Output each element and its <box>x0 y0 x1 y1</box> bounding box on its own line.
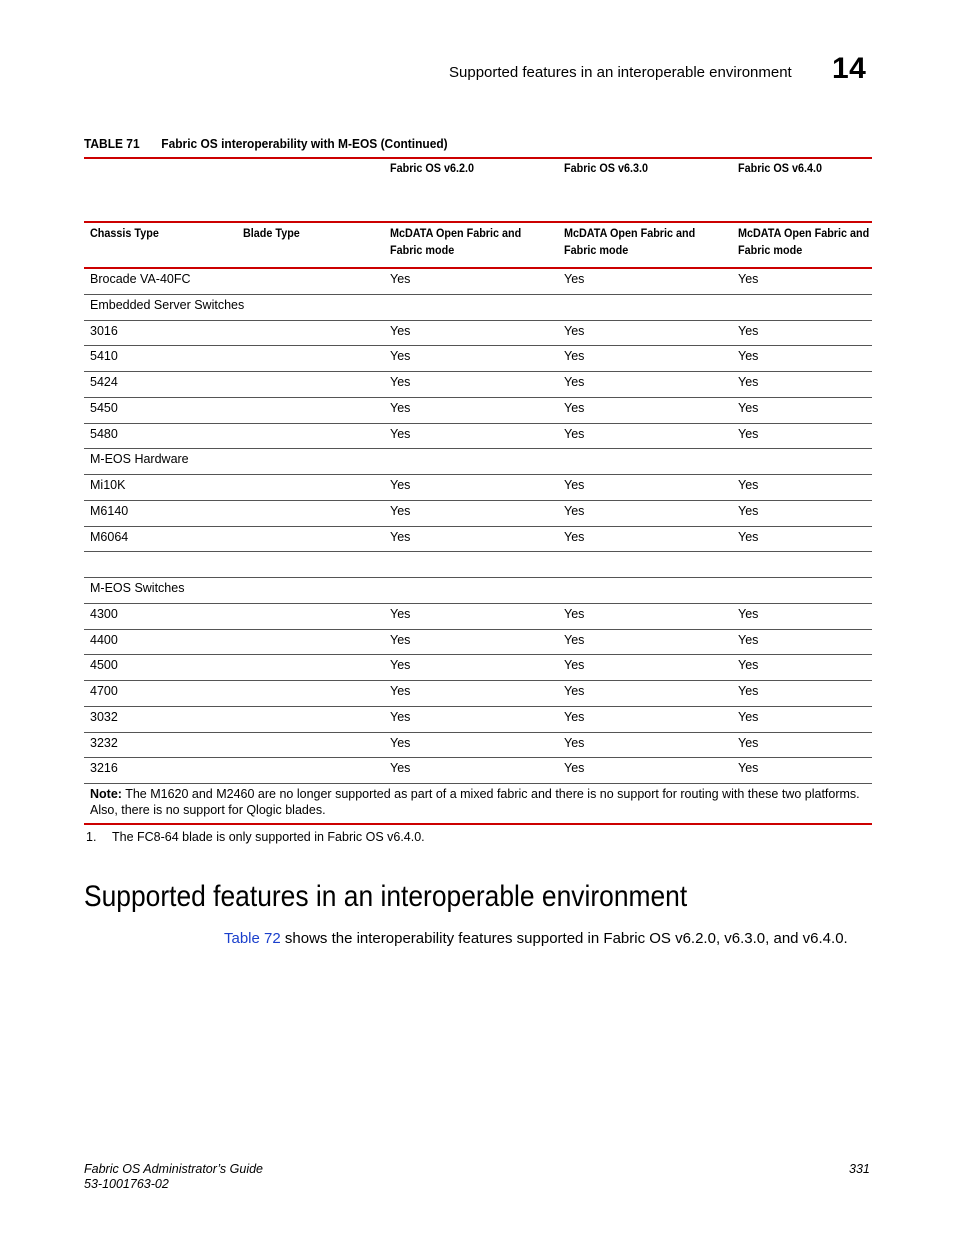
v630-cell: Yes <box>564 709 585 724</box>
chassis-cell: 3216 <box>90 761 118 776</box>
footer-doc-number: 53-1001763-02 <box>84 1177 169 1191</box>
row-divider <box>84 423 872 424</box>
version-header-3: Fabric OS v6.4.0 <box>738 161 823 175</box>
row-divider <box>84 629 872 630</box>
footer-guide-title: Fabric OS Administrator’s Guide <box>84 1162 263 1176</box>
table-bottom-rule <box>84 823 872 825</box>
v640-cell: Yes <box>738 761 759 776</box>
row-divider <box>84 371 872 372</box>
column-header-mode-3 <box>738 225 869 259</box>
row-divider <box>84 294 872 295</box>
v640-cell: Yes <box>738 323 759 338</box>
chassis-cell: Mi10K <box>90 478 126 492</box>
column-header-mode-2-line2: Fabric mode <box>564 243 629 257</box>
running-header-title: Supported features in an interoperable environment <box>449 64 792 81</box>
column-header-mode-1-line2: Fabric mode <box>390 243 455 257</box>
v620-cell: Yes <box>390 529 411 544</box>
v630-cell: Yes <box>564 632 585 647</box>
v630-cell: Yes <box>564 349 585 364</box>
column-header-blade: Blade Type <box>243 226 300 240</box>
chassis-cell: Brocade VA-40FC <box>90 272 191 286</box>
v640-cell: Yes <box>738 606 759 621</box>
v640-cell: Yes <box>738 400 759 415</box>
note-label: Note: <box>90 787 122 801</box>
v620-cell: Yes <box>390 632 411 647</box>
chassis-cell: Embedded Server Switches <box>90 297 245 312</box>
row-divider <box>84 757 872 758</box>
row-divider <box>84 577 872 578</box>
chassis-cell: 3032 <box>90 709 118 724</box>
v620-cell: Yes <box>390 503 411 518</box>
v640-cell: Yes <box>738 529 759 544</box>
row-divider <box>84 732 872 733</box>
v640-cell: Yes <box>738 684 759 698</box>
v630-cell: Yes <box>564 761 585 776</box>
footnote <box>86 830 425 844</box>
row-divider <box>84 397 872 398</box>
v620-cell: Yes <box>390 426 411 441</box>
v640-cell: Yes <box>738 375 759 389</box>
table-label: TABLE 71 <box>84 136 140 151</box>
v620-cell: Yes <box>390 709 411 724</box>
column-header-mode-2-line1: McDATA Open Fabric and <box>564 226 696 240</box>
v640-cell: Yes <box>738 632 759 647</box>
row-divider <box>84 551 872 552</box>
table-caption <box>84 136 448 151</box>
column-header-mode-2 <box>564 225 695 259</box>
v620-cell: Yes <box>390 400 411 415</box>
v620-cell: Yes <box>390 606 411 621</box>
row-divider <box>84 654 872 655</box>
v620-cell: Yes <box>390 375 411 389</box>
v640-cell: Yes <box>738 478 759 492</box>
v630-cell: Yes <box>564 272 585 286</box>
row-divider <box>84 448 872 449</box>
version-header-1: Fabric OS v6.2.0 <box>390 161 475 175</box>
chassis-cell: M6140 <box>90 503 129 518</box>
chassis-cell: M6064 <box>90 529 129 544</box>
chassis-cell: 5410 <box>90 349 118 364</box>
row-divider <box>84 500 872 501</box>
chassis-cell: M-EOS Hardware <box>90 452 189 467</box>
column-header-mode-3-line2: Fabric mode <box>738 243 803 257</box>
chassis-cell: M-EOS Switches <box>90 581 185 595</box>
v640-cell: Yes <box>738 272 759 286</box>
row-divider <box>84 603 872 604</box>
column-header-chassis: Chassis Type <box>90 226 159 240</box>
v640-cell: Yes <box>738 658 759 673</box>
v640-cell: Yes <box>738 349 759 364</box>
v640-cell: Yes <box>738 426 759 441</box>
v620-cell: Yes <box>390 761 411 776</box>
footer-left <box>84 1162 263 1192</box>
row-divider <box>84 474 872 475</box>
chassis-cell: 5480 <box>90 426 118 441</box>
row-divider <box>84 783 872 784</box>
table-note <box>90 786 870 818</box>
chassis-cell: 4500 <box>90 658 118 673</box>
v620-cell: Yes <box>390 478 411 492</box>
table-title: Fabric OS interoperability with M-EOS (Continued) <box>161 136 448 151</box>
v630-cell: Yes <box>564 658 585 673</box>
chassis-cell: 3232 <box>90 735 118 750</box>
chassis-cell: 4700 <box>90 684 118 698</box>
v630-cell: Yes <box>564 426 585 441</box>
v640-cell: Yes <box>738 503 759 518</box>
chassis-cell: 4400 <box>90 632 118 647</box>
column-header-mode-1-line1: McDATA Open Fabric and <box>390 226 522 240</box>
v630-cell: Yes <box>564 606 585 621</box>
v620-cell: Yes <box>390 658 411 673</box>
footnote-text: The FC8-64 blade is only supported in Fabric OS v6.4.0. <box>112 830 425 844</box>
v630-cell: Yes <box>564 529 585 544</box>
v620-cell: Yes <box>390 272 411 286</box>
section-heading: Supported features in an interoperable environment <box>84 880 688 913</box>
chassis-cell: 3016 <box>90 323 118 338</box>
section-body-text: shows the interoperability features supported in Fabric OS v6.2.0, v6.3.0, and v6.4.0. <box>280 930 848 947</box>
row-divider <box>84 320 872 321</box>
v620-cell: Yes <box>390 349 411 364</box>
v630-cell: Yes <box>564 478 585 492</box>
note-text: The M1620 and M2460 are no longer supported as part of a mixed fabric and there is no support for routing with these two platforms. Also, there is no support for Qlogic blades. <box>90 787 860 817</box>
table-72-link[interactable]: Table 72 <box>224 930 281 947</box>
row-divider <box>84 345 872 346</box>
v630-cell: Yes <box>564 400 585 415</box>
column-header-top-rule <box>84 221 872 223</box>
v640-cell: Yes <box>738 709 759 724</box>
row-divider <box>84 680 872 681</box>
chassis-cell: 5450 <box>90 400 118 415</box>
v630-cell: Yes <box>564 375 585 389</box>
version-header-2: Fabric OS v6.3.0 <box>564 161 649 175</box>
v620-cell: Yes <box>390 684 411 698</box>
v630-cell: Yes <box>564 684 585 698</box>
v620-cell: Yes <box>390 323 411 338</box>
footnote-number: 1. <box>86 830 97 844</box>
section-body <box>224 930 848 947</box>
v640-cell: Yes <box>738 735 759 750</box>
v630-cell: Yes <box>564 503 585 518</box>
v630-cell: Yes <box>564 735 585 750</box>
v630-cell: Yes <box>564 323 585 338</box>
column-header-mode-3-line1: McDATA Open Fabric and <box>738 226 870 240</box>
row-divider <box>84 706 872 707</box>
chassis-cell: 5424 <box>90 375 118 389</box>
column-header-mode-1 <box>390 225 521 259</box>
table-top-rule <box>84 157 872 159</box>
chapter-number: 14 <box>832 52 867 85</box>
column-header-bottom-rule <box>84 267 872 269</box>
v620-cell: Yes <box>390 735 411 750</box>
row-divider <box>84 526 872 527</box>
chassis-cell: 4300 <box>90 606 118 621</box>
footer-page-number: 331 <box>849 1162 870 1176</box>
